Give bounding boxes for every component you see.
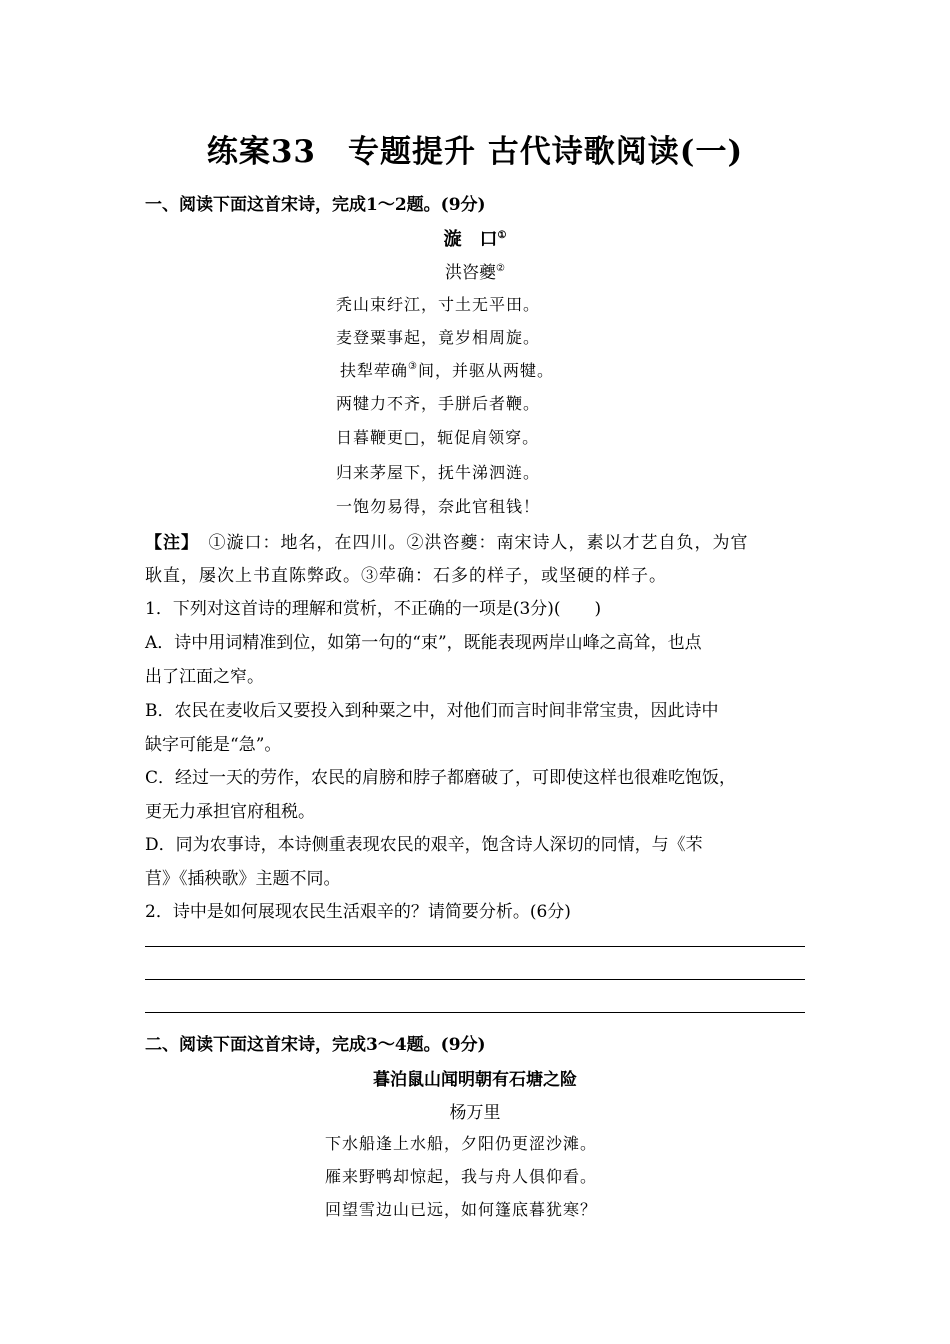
question-1: 1．下列对这首诗的理解和赏析，不正确的一项是(3分)( ) bbox=[145, 599, 602, 619]
poem1-line-3-start: 扶犁荦确 bbox=[340, 361, 409, 380]
poem1-title bbox=[0, 225, 950, 251]
option-a-line-1: A．诗中用词精准到位，如第一句的“束”，既能表现两岸山峰之高耸，也点 bbox=[145, 633, 702, 653]
poem1-author-text: 洪咨夔 bbox=[445, 263, 497, 283]
poem1-line-3 bbox=[340, 358, 554, 381]
poem2-line-1: 下水船逢上水船，夕阳仍更涩沙滩。 bbox=[325, 1134, 598, 1153]
notes-line-2: 耿直，屡次上书直陈弊政。③荦确：石多的样子，或坚硬的样子。 bbox=[145, 566, 667, 586]
poem1-line-2: 麦登粟事起，竟岁相周旋。 bbox=[336, 328, 541, 347]
question-2: 2．诗中是如何展现农民生活艰辛的？请简要分析。(6分) bbox=[145, 902, 571, 922]
poem2-title: 暮泊鼠山闻明朝有石塘之险 bbox=[373, 1070, 577, 1090]
option-b-line-1: B．农民在麦收后又要投入到种粟之中，对他们而言时间非常宝贵，因此诗中 bbox=[145, 701, 719, 721]
page-title: 练案33 专题提升 古代诗歌阅读(一) bbox=[206, 134, 744, 170]
answer-line-1[interactable] bbox=[145, 946, 805, 947]
option-d-line-1: D．同为农事诗，本诗侧重表现农民的艰辛，饱含诗人深切的同情，与《芣 bbox=[145, 835, 703, 855]
section2-heading: 二、阅读下面这首宋诗，完成3～4题。(9分) bbox=[145, 1035, 486, 1055]
notes-line-1 bbox=[145, 528, 749, 553]
poem1-author-note: ② bbox=[496, 263, 505, 274]
poem1-line-1: 秃山束纡江，寸土无平田。 bbox=[336, 295, 541, 314]
answer-line-3[interactable] bbox=[145, 1012, 805, 1013]
poem1-line-3-rest: 间，并驱从两犍。 bbox=[417, 361, 554, 380]
notes-label: 【注】 bbox=[145, 533, 191, 553]
poem1-line-5: 日暮鞭更□，轭促肩领穿。 bbox=[336, 428, 540, 447]
poem1-line-6: 归来茅屋下，抚牛涕泗涟。 bbox=[336, 463, 541, 482]
poem2-line-2: 雁来野鸭却惊起，我与舟人俱仰看。 bbox=[325, 1167, 598, 1186]
poem1-author bbox=[0, 258, 950, 283]
option-c-line-1: C．经过一天的劳作，农民的肩膀和脖子都磨破了，可即使这样也很难吃饱饭， bbox=[145, 768, 737, 788]
section1-heading: 一、阅读下面这首宋诗，完成1～2题。(9分) bbox=[145, 195, 486, 215]
option-c-line-2: 更无力承担官府租税。 bbox=[145, 802, 315, 822]
poem1-line-7: 一饱勿易得，奈此官租钱！ bbox=[336, 497, 541, 516]
poem2-author: 杨万里 bbox=[449, 1103, 501, 1123]
option-d-line-2: 苢》《插秧歌》主题不同。 bbox=[145, 869, 341, 889]
poem1-line-4: 两犍力不齐，手胼后者鞭。 bbox=[336, 394, 541, 413]
poem1-title-note: ① bbox=[497, 230, 507, 241]
poem1-line-3-note: ③ bbox=[408, 361, 418, 372]
poem2-line-3: 回望雪边山已远，如何篷底暮犹寒？ bbox=[325, 1200, 598, 1219]
poem1-title-text: 漩 口 bbox=[443, 229, 498, 250]
option-a-line-2: 出了江面之窄。 bbox=[145, 667, 264, 687]
answer-line-2[interactable] bbox=[145, 979, 805, 980]
notes-text-1: ①漩口：地名，在四川。②洪咨夔：南宋诗人，素以才艺自负，为官 bbox=[190, 533, 749, 553]
option-b-line-2: 缺字可能是“急”。 bbox=[145, 735, 282, 755]
